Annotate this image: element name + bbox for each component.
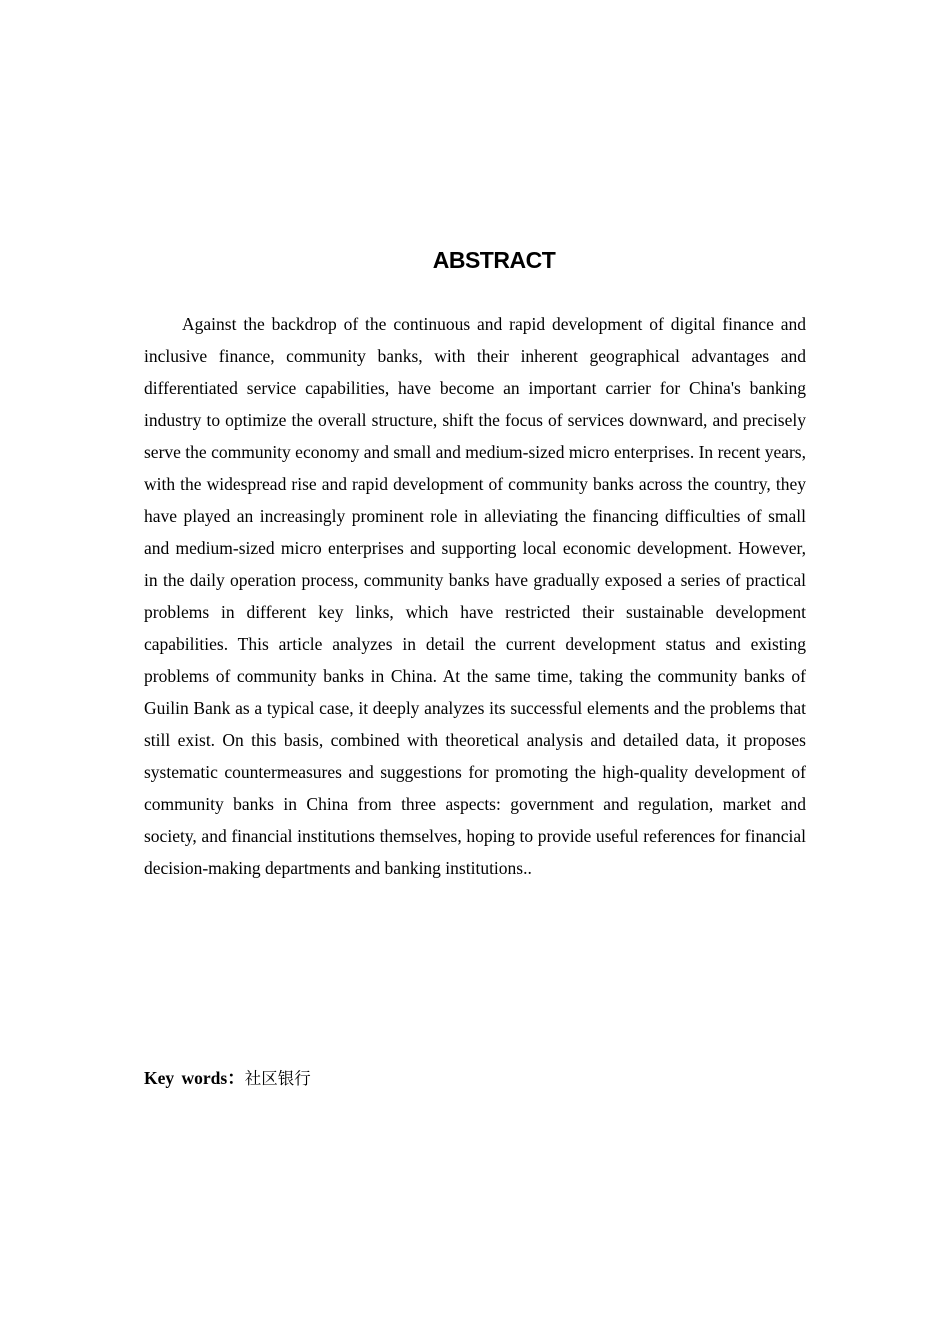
keywords-line xyxy=(144,1062,806,1095)
abstract-title: ABSTRACT xyxy=(432,247,556,273)
abstract-body: Against the backdrop of the continuous and rapid development of digital finance and inclusive finance, community banks, with their inherent geographical advantages and differentiated service capabilities, have become an important carrier for China's banking industry to optimize the overall structure, shift the focus of services downward, and precisely serve the community economy and small and medium-sized micro enterprises. In recent years, with the widespread rise and rapid development of community banks across the country, they have played an increasingly prominent role in alleviating the financing difficulties of small and medium-sized micro enterprises and supporting local economic development. However, in the daily operation process, community banks have gradually exposed a series of practical problems in different key links, which have restricted their sustainable development capabilities. This article analyzes in detail the current development status and existing problems of community banks in China. At the same time, taking the community banks of Guilin Bank as a typical case, it deeply analyzes its successful elements and the problems that still exist. On this basis, combined with theoretical analysis and detailed data, it proposes systematic countermeasures and suggestions for promoting the high-quality development of community banks in China from three aspects: government and regulation, market and society, and financial institutions themselves, hoping to provide useful references for financial decision-making departments and banking institutions.. xyxy=(144,314,806,878)
keywords-label: Key words： xyxy=(144,1068,245,1088)
keywords-value: 社区银行 xyxy=(244,1069,311,1088)
